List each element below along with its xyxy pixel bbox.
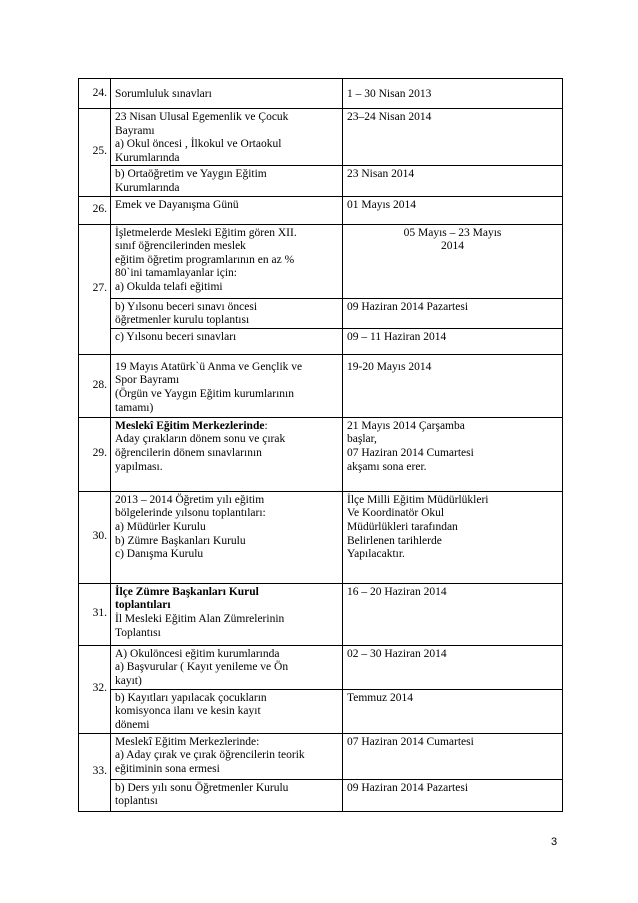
table-row xyxy=(79,298,563,328)
text-line: 23 Nisan Ulusal Egemenlik ve Çocuk xyxy=(115,111,289,123)
row-number: 31. xyxy=(79,583,111,645)
row-date xyxy=(343,689,563,733)
table-row xyxy=(79,491,563,583)
schedule-table xyxy=(78,78,563,812)
row-description xyxy=(111,645,343,689)
text-line: c) Yılsonu beceri sınavları xyxy=(115,330,237,343)
row-number: 29. xyxy=(79,417,111,491)
text-line: Spor Bayramı xyxy=(115,374,180,387)
text-line xyxy=(115,420,338,434)
row-description xyxy=(111,354,343,417)
text-line: yapılması. xyxy=(115,460,163,473)
row-description xyxy=(111,166,343,196)
row-date xyxy=(343,298,563,328)
row-description xyxy=(111,583,343,645)
row-date xyxy=(343,645,563,689)
text-line: Yapılacaktır. xyxy=(347,548,405,561)
text-line: a) Başvurular ( Kayıt yenileme ve Ön xyxy=(115,661,289,674)
table-row xyxy=(79,328,563,354)
text-line: 09 Haziran 2014 Pazartesi xyxy=(347,300,469,313)
table-row xyxy=(79,109,563,166)
row-date xyxy=(343,779,563,811)
table-row xyxy=(79,196,563,224)
text-line: Toplantısı xyxy=(115,626,161,639)
text-line: kayıt) xyxy=(115,674,142,687)
bold-heading: İlçe Zümre Başkanları Kurul xyxy=(115,585,259,598)
row-description xyxy=(111,328,343,354)
text-line: sınıf öğrencilerinden meslek xyxy=(115,240,246,253)
row-date xyxy=(343,417,563,491)
text-line: eğitim öğretim programlarının en az % xyxy=(115,253,295,266)
text-line: Bayramı xyxy=(115,124,155,137)
text-line: a) Aday çırak ve çırak öğrencilerin teorik xyxy=(115,749,305,762)
row-date xyxy=(343,109,563,166)
text-line: İl Mesleki Eğitim Alan Zümrelerinin xyxy=(115,612,285,625)
table-row xyxy=(79,733,563,779)
row-number: 25. xyxy=(79,109,111,197)
text-line: a) Okulda telafi eğitimi xyxy=(115,280,223,293)
row-description xyxy=(111,779,343,811)
text-line: b) Zümre Başkanları Kurulu xyxy=(115,534,246,547)
row-description xyxy=(111,417,343,491)
text-line: 19-20 Mayıs 2014 xyxy=(347,360,432,373)
text-line: komisyonca ilanı ve kesin kayıt xyxy=(115,705,261,718)
text-line: 80`ini tamamlayanlar için: xyxy=(115,267,237,280)
text-line: 23 Nisan 2014 xyxy=(347,168,415,181)
row-description xyxy=(111,109,343,166)
text-line: Meslekî Eğitim Merkezlerinde: xyxy=(115,735,260,748)
page-number: 3 xyxy=(551,836,558,848)
text-line: Belirlenen tarihlerde xyxy=(347,534,442,547)
text-line: Kurumlarında xyxy=(115,181,180,194)
row-date xyxy=(343,354,563,417)
row-number: 32. xyxy=(79,645,111,733)
text-line: b) Yılsonu beceri sınavı öncesi xyxy=(115,300,258,313)
row-description xyxy=(111,224,343,298)
text-line: 07 Haziran 2014 Cumartesi xyxy=(347,446,474,459)
row-date xyxy=(343,491,563,583)
text-line: Müdürlükleri tarafından xyxy=(347,520,458,533)
table-row xyxy=(79,354,563,417)
text-line: akşamı sona erer. xyxy=(347,460,427,473)
text-line: 01 Mayıs 2014 xyxy=(347,198,416,211)
bold-heading: Meslekî Eğitim Merkezlerinde xyxy=(115,419,265,432)
row-number: 33. xyxy=(79,733,111,811)
text-line: tamamı) xyxy=(115,401,154,414)
text-line: Ve Koordinatör Okul xyxy=(347,507,445,520)
text-line: eğitiminin sona ermesi xyxy=(115,762,220,775)
text-line: Temmuz 2014 xyxy=(347,691,413,704)
text-line: 16 – 20 Haziran 2014 xyxy=(347,585,447,598)
row-description xyxy=(111,491,343,583)
table-row xyxy=(79,689,563,733)
row-description xyxy=(111,689,343,733)
text-line: A) Okulöncesi eğitim kurumlarında xyxy=(115,647,280,660)
text-line: başlar, xyxy=(347,433,377,446)
text-line: 21 Mayıs 2014 Çarşamba xyxy=(347,419,465,432)
row-description xyxy=(111,298,343,328)
row-number: 27. xyxy=(79,224,111,354)
text-line: 2013 – 2014 Öğretim yılı eğitim xyxy=(115,493,265,506)
row-date xyxy=(343,196,563,224)
row-description xyxy=(111,733,343,779)
text-line: Aday çırakların dönem sonu ve çırak xyxy=(115,433,286,446)
table-row xyxy=(79,166,563,196)
text-line: c) Danışma Kurulu xyxy=(115,548,204,561)
row-date xyxy=(343,328,563,354)
text-line: 19 Mayıs Atatürk`ü Anma ve Gençlik ve xyxy=(115,360,303,373)
text-line: toplantısı xyxy=(115,795,158,808)
table-row xyxy=(79,583,563,645)
heading-suffix: : xyxy=(264,419,268,432)
text-line: 09 Haziran 2014 Pazartesi xyxy=(347,781,469,794)
text-line: Emek ve Dayanışma Günü xyxy=(115,198,239,211)
table-row xyxy=(79,417,563,491)
text-line: İşletmelerde Mesleki Eğitim gören XII. xyxy=(115,226,297,239)
text-line: 07 Haziran 2014 Cumartesi xyxy=(347,735,474,748)
table-row xyxy=(79,224,563,298)
row-date xyxy=(343,224,563,298)
row-description xyxy=(111,196,343,224)
bold-heading: toplantıları xyxy=(115,599,171,612)
text-line: öğrencilerin dönem sınavlarının xyxy=(115,446,262,459)
text-line: b) Ortaöğretim ve Yaygın Eğitim xyxy=(115,168,267,181)
text-line: 23–24 Nisan 2014 xyxy=(347,111,432,123)
text-line: 05 Mayıs – 23 Mayıs xyxy=(403,226,502,239)
text-line: 02 – 30 Haziran 2014 xyxy=(347,647,447,660)
table-row xyxy=(79,645,563,689)
row-number: 26. xyxy=(79,196,111,224)
text-line: 09 – 11 Haziran 2014 xyxy=(347,330,447,343)
text-line: 1 – 30 Nisan 2013 xyxy=(347,87,432,100)
text-line: öğretmenler kurulu toplantısı xyxy=(115,314,250,327)
row-date xyxy=(343,583,563,645)
row-date xyxy=(343,166,563,196)
row-number: 24. xyxy=(79,79,111,109)
text-line: Kurumlarında xyxy=(115,151,180,164)
row-number: 28. xyxy=(79,354,111,417)
text-line: dönemi xyxy=(115,718,150,731)
text-line: b) Kayıtları yapılacak çocukların xyxy=(115,691,267,704)
text-line: a) Müdürler Kurulu xyxy=(115,520,206,533)
text-line: 2014 xyxy=(441,240,464,253)
text-line: b) Ders yılı sonu Öğretmenler Kurulu xyxy=(115,781,289,794)
text-line: Sorumluluk sınavları xyxy=(115,87,212,100)
text-line: bölgelerinde yılsonu toplantıları: xyxy=(115,507,266,520)
row-date xyxy=(343,733,563,779)
row-number: 30. xyxy=(79,491,111,583)
text-line: a) Okul öncesi , İlkokul ve Ortaokul xyxy=(115,138,282,151)
text-line: İlçe Milli Eğitim Müdürlükleri xyxy=(347,493,489,506)
table-row xyxy=(79,779,563,811)
table-row xyxy=(79,79,563,109)
row-date xyxy=(343,79,563,109)
text-line: (Örgün ve Yaygın Eğitim kurumlarının xyxy=(115,387,294,400)
row-description xyxy=(111,79,343,109)
